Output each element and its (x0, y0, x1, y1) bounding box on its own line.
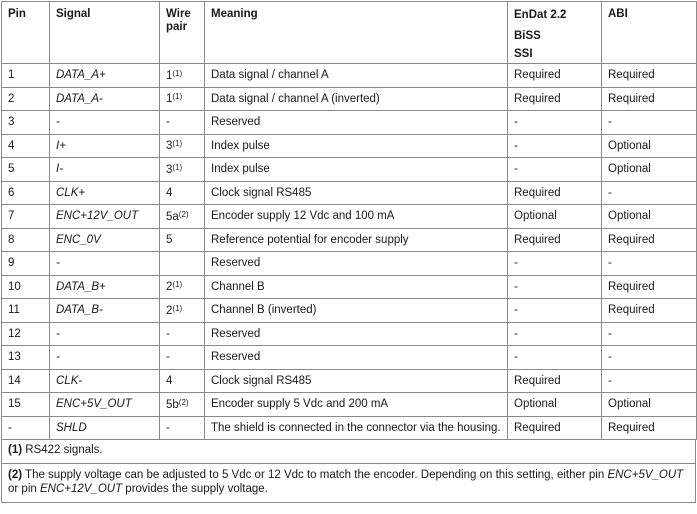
header-signal: Signal (50, 2, 160, 64)
header-endat-line2: BiSS (514, 30, 541, 42)
cell-abi-text: Required (608, 92, 655, 105)
cell-wire-pair-text: 5 (166, 233, 173, 246)
cell-endat (508, 181, 602, 205)
header-meaning: Meaning (205, 2, 508, 64)
cell-wire-pair (160, 369, 205, 393)
cell-abi (602, 181, 697, 205)
cell-pin (2, 393, 50, 417)
cell-meaning-text: Data signal / channel A (211, 69, 329, 82)
cell-pin-text: 15 (8, 398, 21, 411)
cell-signal (50, 181, 160, 205)
cell-abi (602, 252, 697, 276)
cell-meaning (205, 299, 508, 323)
cell-meaning-text: Encoder supply 5 Vdc and 200 mA (211, 398, 389, 411)
footnote-2 (1, 464, 696, 503)
cell-wire-pair-text: 3 (166, 163, 173, 176)
footnote-2-signal-b: ENC+12V_OUT (39, 483, 123, 495)
cell-endat (508, 369, 602, 393)
cell-meaning (205, 181, 508, 205)
cell-pin-text: 4 (8, 139, 15, 152)
cell-pin-text: 3 (8, 116, 15, 129)
cell-endat-text: Required (514, 233, 561, 246)
cell-wire-pair-text: 1 (166, 69, 173, 82)
cell-signal-text: CLK- (56, 374, 83, 387)
table-row (2, 158, 697, 182)
cell-endat-text: - (514, 163, 518, 176)
header-wire-pair-line2: pair (166, 21, 188, 33)
cell-wire-pair (160, 134, 205, 158)
cell-meaning (205, 346, 508, 370)
cell-pin-text: 2 (8, 92, 15, 105)
cell-signal-text: I+ (56, 139, 66, 152)
cell-endat (508, 158, 602, 182)
cell-endat-text: Required (514, 69, 561, 82)
cell-wire-pair-text: 5b (166, 398, 179, 411)
cell-meaning-text: Index pulse (211, 139, 270, 152)
cell-pin (2, 369, 50, 393)
header-pin: Pin (2, 2, 50, 64)
table-row (2, 228, 697, 252)
cell-endat-text: - (514, 116, 518, 129)
cell-signal-text: DATA_A+ (56, 69, 106, 82)
cell-abi (602, 158, 697, 182)
cell-pin-text: 8 (8, 233, 15, 246)
cell-meaning-text: Index pulse (211, 163, 270, 176)
cell-endat (508, 205, 602, 229)
cell-endat-text: - (514, 257, 518, 270)
cell-abi (602, 369, 697, 393)
cell-wire-pair (160, 158, 205, 182)
cell-pin-text: 6 (8, 186, 15, 199)
cell-endat-text: - (514, 327, 518, 340)
cell-abi-text: - (608, 257, 612, 270)
cell-endat-text: - (514, 351, 518, 364)
cell-signal-text: I- (56, 163, 64, 176)
table-header-row (2, 2, 697, 64)
table-row (2, 346, 697, 370)
cell-signal-text: ENC+5V_OUT (56, 398, 132, 411)
cell-signal-text: - (56, 327, 60, 340)
footnote-reference: (1) (172, 68, 183, 78)
cell-wire-pair (160, 64, 205, 88)
cell-signal (50, 275, 160, 299)
cell-signal-text: - (56, 257, 60, 270)
cell-pin-text: 10 (8, 280, 21, 293)
cell-signal (50, 205, 160, 229)
header-endat-line1: EnDat 2.2 (514, 9, 567, 21)
cell-endat (508, 275, 602, 299)
footnote-2-text-c: provides the supply voltage. (122, 483, 268, 495)
cell-pin (2, 181, 50, 205)
cell-wire-pair (160, 275, 205, 299)
cell-endat (508, 393, 602, 417)
cell-wire-pair-text: 2 (166, 281, 173, 294)
cell-meaning-text: Reserved (211, 257, 261, 270)
cell-meaning-text: Clock signal RS485 (211, 186, 312, 199)
cell-wire-pair-text: - (166, 421, 170, 434)
cell-pin-text: 13 (8, 351, 21, 364)
footnote-reference: (1) (172, 280, 183, 290)
cell-abi (602, 205, 697, 229)
cell-meaning-text: Channel B (inverted) (211, 304, 317, 317)
cell-abi-text: - (608, 327, 612, 340)
cell-signal (50, 158, 160, 182)
cell-signal (50, 369, 160, 393)
cell-meaning (205, 87, 508, 111)
cell-endat-text: - (514, 304, 518, 317)
cell-pin (2, 134, 50, 158)
header-wire-pair-line1: Wire (166, 8, 191, 20)
cell-abi (602, 393, 697, 417)
cell-meaning-text: Channel B (211, 280, 265, 293)
cell-signal-text: ENC+12V_OUT (56, 210, 139, 223)
cell-pin-text: 7 (8, 210, 15, 223)
cell-abi-text: Required (608, 233, 655, 246)
cell-wire-pair (160, 346, 205, 370)
cell-pin-text: 5 (8, 163, 15, 176)
cell-abi-text: Required (608, 69, 655, 82)
cell-pin (2, 416, 50, 440)
footnote-reference: (1) (172, 92, 183, 102)
cell-signal (50, 322, 160, 346)
cell-pin (2, 252, 50, 276)
cell-signal-text: CLK+ (56, 186, 86, 199)
cell-abi (602, 111, 697, 135)
footnote-2-text-a: The supply voltage can be adjusted to 5 Vdc or 12 Vdc to match the encoder. Depending on this setting, either pin (22, 469, 608, 481)
cell-meaning (205, 275, 508, 299)
cell-endat (508, 134, 602, 158)
cell-meaning (205, 134, 508, 158)
table-row (2, 87, 697, 111)
cell-abi-text: - (608, 374, 612, 387)
cell-endat-text: Required (514, 421, 561, 434)
cell-meaning-text: Data signal / channel A (inverted) (211, 92, 380, 105)
header-abi: ABI (602, 2, 697, 64)
cell-pin (2, 111, 50, 135)
cell-wire-pair (160, 322, 205, 346)
cell-abi-text: Required (608, 421, 655, 434)
cell-endat (508, 111, 602, 135)
cell-wire-pair (160, 252, 205, 276)
cell-wire-pair (160, 228, 205, 252)
cell-abi (602, 87, 697, 111)
footnote-1 (1, 440, 696, 464)
pin-assignment-table (1, 1, 697, 440)
cell-signal (50, 87, 160, 111)
pin-assignment-document (1, 1, 696, 503)
footnote-reference: (2) (178, 397, 189, 407)
cell-wire-pair (160, 416, 205, 440)
cell-meaning (205, 322, 508, 346)
cell-wire-pair-text: - (166, 351, 170, 364)
cell-abi-text: Optional (608, 163, 651, 176)
table-row (2, 111, 697, 135)
footnote-1-text: RS422 signals. (22, 444, 103, 456)
footnote-2-marker: (2) (8, 469, 23, 481)
cell-signal-text: DATA_A- (56, 92, 103, 105)
cell-pin-text: 14 (8, 374, 21, 387)
cell-pin-text: 12 (8, 327, 21, 340)
cell-signal (50, 416, 160, 440)
cell-abi-text: Optional (608, 139, 651, 152)
cell-pin (2, 346, 50, 370)
cell-meaning-text: Reference potential for encoder supply (211, 233, 409, 246)
cell-meaning-text: The shield is connected in the connector via the housing. (211, 421, 501, 434)
cell-pin-text: 9 (8, 257, 15, 270)
cell-meaning (205, 111, 508, 135)
cell-signal (50, 346, 160, 370)
footnote-2-text-b: or pin (8, 483, 40, 495)
cell-abi-text: Required (608, 304, 655, 317)
cell-wire-pair (160, 205, 205, 229)
cell-endat (508, 322, 602, 346)
footnote-2-signal-a: ENC+5V_OUT (607, 469, 684, 481)
cell-signal (50, 111, 160, 135)
header-wire-pair (160, 2, 205, 64)
cell-wire-pair-text: - (166, 327, 170, 340)
cell-meaning-text: Clock signal RS485 (211, 374, 312, 387)
cell-wire-pair (160, 181, 205, 205)
cell-abi-text: Optional (608, 210, 651, 223)
cell-pin-text: 11 (8, 304, 20, 317)
cell-pin (2, 228, 50, 252)
cell-meaning-text: Reserved (211, 327, 261, 340)
cell-abi (602, 322, 697, 346)
cell-abi-text: Required (608, 280, 655, 293)
cell-abi (602, 228, 697, 252)
cell-wire-pair-text: 2 (166, 304, 173, 317)
cell-abi-text: Optional (608, 398, 651, 411)
cell-endat (508, 64, 602, 88)
cell-pin (2, 299, 50, 323)
cell-signal-text: ENC_0V (56, 233, 101, 246)
cell-meaning (205, 416, 508, 440)
cell-meaning (205, 64, 508, 88)
cell-abi (602, 134, 697, 158)
table-row (2, 275, 697, 299)
cell-meaning (205, 205, 508, 229)
cell-wire-pair-text: 4 (166, 186, 173, 199)
cell-wire-pair (160, 111, 205, 135)
cell-meaning (205, 369, 508, 393)
cell-signal-text: - (56, 351, 60, 364)
cell-meaning (205, 158, 508, 182)
table-row (2, 393, 697, 417)
table-row (2, 369, 697, 393)
cell-abi (602, 416, 697, 440)
cell-pin (2, 87, 50, 111)
cell-endat-text: Required (514, 374, 561, 387)
table-row (2, 205, 697, 229)
cell-signal-text: - (56, 116, 60, 129)
cell-signal-text: SHLD (56, 421, 87, 434)
cell-signal (50, 252, 160, 276)
cell-signal (50, 393, 160, 417)
cell-meaning-text: Reserved (211, 116, 261, 129)
table-row (2, 416, 697, 440)
cell-signal (50, 64, 160, 88)
cell-abi (602, 64, 697, 88)
cell-pin (2, 205, 50, 229)
cell-abi-text: - (608, 351, 612, 364)
cell-signal (50, 134, 160, 158)
cell-endat-text: Optional (514, 398, 557, 411)
cell-signal (50, 228, 160, 252)
cell-wire-pair-text: 1 (166, 93, 173, 106)
cell-endat (508, 252, 602, 276)
cell-endat (508, 299, 602, 323)
cell-pin-text: - (8, 421, 12, 434)
footnote-reference: (2) (178, 209, 189, 219)
cell-meaning (205, 228, 508, 252)
cell-abi (602, 346, 697, 370)
cell-endat-text: Required (514, 186, 561, 199)
cell-pin-text: 1 (8, 69, 15, 82)
table-row (2, 134, 697, 158)
cell-pin (2, 322, 50, 346)
cell-endat-text: - (514, 139, 518, 152)
cell-endat (508, 346, 602, 370)
cell-signal-text: DATA_B- (56, 304, 103, 317)
cell-endat-text: Required (514, 92, 561, 105)
cell-pin (2, 64, 50, 88)
table-row (2, 299, 697, 323)
cell-abi-text: - (608, 186, 612, 199)
cell-wire-pair-text: 5a (166, 210, 179, 223)
cell-wire-pair (160, 299, 205, 323)
table-row (2, 322, 697, 346)
cell-wire-pair (160, 393, 205, 417)
cell-endat (508, 87, 602, 111)
table-row (2, 252, 697, 276)
cell-abi (602, 299, 697, 323)
table-row (2, 181, 697, 205)
cell-pin (2, 158, 50, 182)
cell-endat (508, 416, 602, 440)
cell-abi (602, 275, 697, 299)
header-endat (508, 2, 602, 64)
cell-signal (50, 299, 160, 323)
cell-wire-pair-text: 4 (166, 374, 173, 387)
table-row (2, 64, 697, 88)
cell-pin (2, 275, 50, 299)
cell-meaning-text: Reserved (211, 351, 261, 364)
cell-meaning (205, 252, 508, 276)
cell-wire-pair (160, 87, 205, 111)
cell-signal-text: DATA_B+ (56, 280, 106, 293)
cell-endat-text: - (514, 280, 518, 293)
cell-abi-text: - (608, 116, 612, 129)
cell-endat-text: Optional (514, 210, 557, 223)
footnote-reference: (1) (172, 139, 183, 149)
cell-wire-pair-text: 3 (166, 140, 173, 153)
cell-endat (508, 228, 602, 252)
cell-meaning (205, 393, 508, 417)
header-endat-line3: SSI (514, 48, 533, 60)
footnote-reference: (1) (172, 162, 183, 172)
table-body (2, 64, 697, 440)
footnote-reference: (1) (172, 303, 183, 313)
footnote-1-marker: (1) (8, 444, 23, 456)
cell-wire-pair-text: - (166, 116, 170, 129)
cell-meaning-text: Encoder supply 12 Vdc and 100 mA (211, 210, 395, 223)
